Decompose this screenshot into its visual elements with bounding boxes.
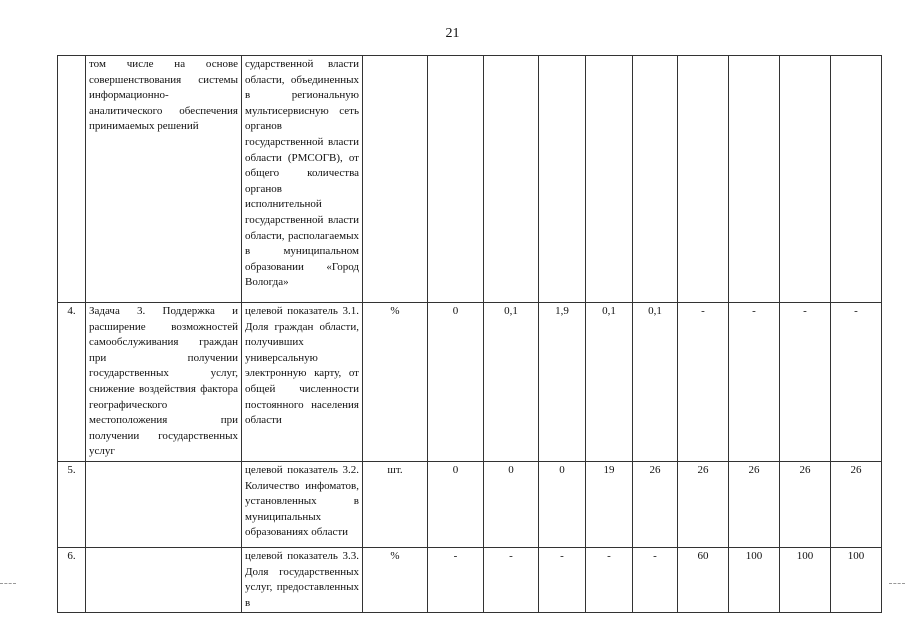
value-cell xyxy=(428,56,484,303)
value-cell: 0 xyxy=(539,461,586,547)
row-number: 4. xyxy=(58,303,86,462)
value-cell xyxy=(633,56,678,303)
value-cell xyxy=(780,56,831,303)
row-number: 6. xyxy=(58,547,86,612)
value-cell xyxy=(539,56,586,303)
indicator-cell: целевой показатель 3.3. Доля государственных услуг, предоставленных в xyxy=(242,547,363,612)
value-cell xyxy=(729,56,780,303)
value-cell: - xyxy=(633,547,678,612)
value-cell: 100 xyxy=(729,547,780,612)
value-cell: 26 xyxy=(729,461,780,547)
value-cell xyxy=(831,56,882,303)
value-cell: 26 xyxy=(780,461,831,547)
value-cell: - xyxy=(484,547,539,612)
indicator-cell: сударственной власти области, объединенных в региональную мультисервисную сеть органов государственной власти области (РМСОГВ), от общего количества органов исполнительной государственной власти области, располагаемых в муниципальном образовании «Город Вологда» xyxy=(242,56,363,303)
task-cell xyxy=(86,547,242,612)
value-cell: - xyxy=(678,303,729,462)
unit-cell: шт. xyxy=(363,461,428,547)
value-cell xyxy=(484,56,539,303)
value-cell: - xyxy=(428,547,484,612)
value-cell: 26 xyxy=(831,461,882,547)
table-row xyxy=(58,303,882,462)
unit-cell: % xyxy=(363,547,428,612)
table-row xyxy=(58,547,882,612)
scan-edge-mark xyxy=(889,583,905,585)
value-cell: 0,1 xyxy=(633,303,678,462)
value-cell: 19 xyxy=(586,461,633,547)
indicator-cell: целевой показатель 3.2. Количество инфоматов, установленных в муниципальных образованиях области xyxy=(242,461,363,547)
value-cell: 100 xyxy=(780,547,831,612)
value-cell: 0,1 xyxy=(484,303,539,462)
indicator-cell: целевой показатель 3.1. Доля граждан области, получивших универсальную электронную карту, от общей численности постоянного населения области xyxy=(242,303,363,462)
value-cell xyxy=(678,56,729,303)
value-cell: 0 xyxy=(484,461,539,547)
value-cell: - xyxy=(539,547,586,612)
task-cell: Задача 3. Поддержка и расширение возможностей самообслуживания граждан при получении государственных услуг, снижение воздействия фактора географического местоположения при получении государственных услуг xyxy=(86,303,242,462)
value-cell: - xyxy=(831,303,882,462)
value-cell xyxy=(586,56,633,303)
row-number: 5. xyxy=(58,461,86,547)
unit-cell: % xyxy=(363,303,428,462)
table-row xyxy=(58,461,882,547)
unit-cell xyxy=(363,56,428,303)
value-cell: 100 xyxy=(831,547,882,612)
value-cell: 60 xyxy=(678,547,729,612)
value-cell: 0 xyxy=(428,461,484,547)
value-cell: 0 xyxy=(428,303,484,462)
value-cell: 0,1 xyxy=(586,303,633,462)
indicators-table xyxy=(57,55,882,613)
value-cell: - xyxy=(586,547,633,612)
value-cell: - xyxy=(780,303,831,462)
task-cell xyxy=(86,461,242,547)
page-number: 21 xyxy=(445,26,460,41)
table-row xyxy=(58,56,882,303)
value-cell: 26 xyxy=(678,461,729,547)
row-number xyxy=(58,56,86,303)
task-cell: том числе на основе совершенствования системы информационно-аналитического обеспечения принимаемых решений xyxy=(86,56,242,303)
value-cell: 1,9 xyxy=(539,303,586,462)
value-cell: - xyxy=(729,303,780,462)
scan-edge-mark xyxy=(0,583,16,585)
value-cell: 26 xyxy=(633,461,678,547)
